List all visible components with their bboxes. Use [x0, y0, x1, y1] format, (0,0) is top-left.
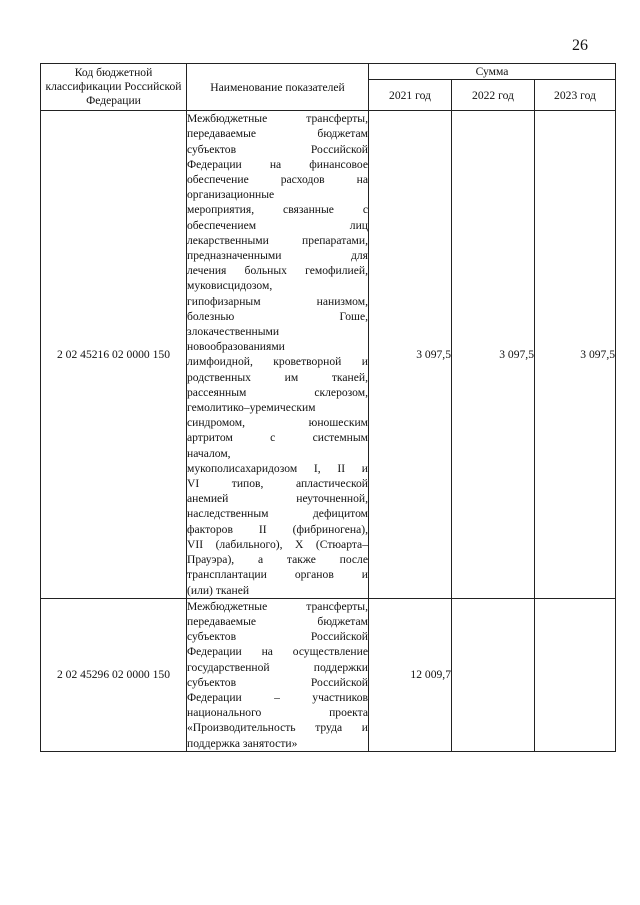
budget-code-cell: 2 02 45216 02 0000 150 — [41, 111, 187, 599]
budget-code-cell: 2 02 45296 02 0000 150 — [41, 598, 187, 751]
indicator-name-line: Федерации на финансовое — [187, 157, 368, 171]
indicator-name-line: муковисцидозом, — [187, 279, 273, 293]
indicator-name-line: VI типов, апластической — [187, 477, 368, 491]
indicator-name-line: субъектов Российской — [187, 675, 368, 689]
indicator-name-line: анемией неуточненной, — [187, 492, 368, 506]
table-row — [41, 598, 616, 751]
header-year-2021: 2021 год — [369, 80, 452, 111]
header-year-2023: 2023 год — [535, 80, 616, 111]
indicator-name-line: злокачественными — [187, 325, 280, 339]
header-sum: Сумма — [369, 64, 616, 80]
amount-cell-2023 — [535, 598, 616, 751]
indicator-name-line: государственной поддержки — [187, 660, 368, 674]
indicator-name-line: новообразованиями — [187, 340, 285, 354]
indicator-name-line: обеспечением лиц — [187, 218, 368, 232]
indicator-name-line: родственных им тканей, — [187, 370, 368, 384]
indicator-name-line: Межбюджетные трансферты, — [187, 599, 368, 613]
indicator-name-line: лекарственными препаратами, — [187, 233, 368, 247]
amount-cell-2023: 3 097,5 — [535, 111, 616, 599]
indicator-name-line: «Производительность труда и — [187, 721, 368, 735]
indicator-name-line: обеспечение расходов на — [187, 173, 368, 187]
indicator-name-cell — [187, 598, 369, 751]
indicator-name-line: национального проекта — [187, 706, 368, 720]
amount-cell-2022: 3 097,5 — [452, 111, 535, 599]
indicator-name-line: предназначенными для — [187, 249, 368, 263]
indicator-name-line: Федерации на осуществление — [187, 645, 368, 659]
indicator-name-line: субъектов Российской — [187, 630, 368, 644]
indicator-name-line: лечения больных гемофилией, — [187, 264, 368, 278]
indicator-name-line: передаваемые бюджетам — [187, 127, 368, 141]
indicator-name-line: началом, — [187, 446, 231, 460]
indicator-name-cell — [187, 111, 369, 599]
indicator-name-line: лимфоидной, кроветворной и — [187, 355, 368, 369]
page-number: 26 — [572, 37, 588, 54]
indicator-name-line: VII (лабильного), X (Стюарта– — [187, 537, 368, 551]
indicator-name-line: субъектов Российской — [187, 142, 368, 156]
amount-cell-2021: 3 097,5 — [369, 111, 452, 599]
indicator-name-line: мукополисахаридозом I, II и — [187, 461, 368, 475]
indicator-name-line: передаваемые бюджетам — [187, 614, 368, 628]
table-row — [41, 111, 616, 599]
amount-cell-2021: 12 009,7 — [369, 598, 452, 751]
indicator-name-line: артритом с системным — [187, 431, 368, 445]
indicator-name-line: факторов II (фибриногена), — [187, 522, 368, 536]
header-year-2022: 2022 год — [452, 80, 535, 111]
indicator-name-line: Прауэра), а также после — [187, 553, 368, 567]
indicator-name-line: трансплантации органов и — [187, 568, 368, 582]
indicator-name-line: поддержка занятости» — [187, 736, 298, 750]
indicator-name-line: организационные — [187, 188, 275, 202]
indicator-name-line: болезнью Гоше, — [187, 309, 368, 323]
indicator-name-line: синдромом, юношеским — [187, 416, 368, 430]
amount-cell-2022 — [452, 598, 535, 751]
indicator-name-line: Федерации – участников — [187, 690, 368, 704]
header-name: Наименование показателей — [187, 64, 369, 111]
budget-table — [40, 63, 616, 752]
indicator-name-line: (или) тканей — [187, 583, 250, 597]
indicator-name-line: мероприятия, связанные с — [187, 203, 368, 217]
indicator-name-line: гемолитико–уремическим — [187, 401, 316, 415]
indicator-name-line: гипофизарным нанизмом, — [187, 294, 368, 308]
indicator-name-line: рассеянным склерозом, — [187, 385, 368, 399]
header-code: Код бюджетной классификации Российской Федерации — [41, 64, 187, 111]
indicator-name-line: Межбюджетные трансферты, — [187, 112, 368, 126]
indicator-name-line: наследственным дефицитом — [187, 507, 368, 521]
